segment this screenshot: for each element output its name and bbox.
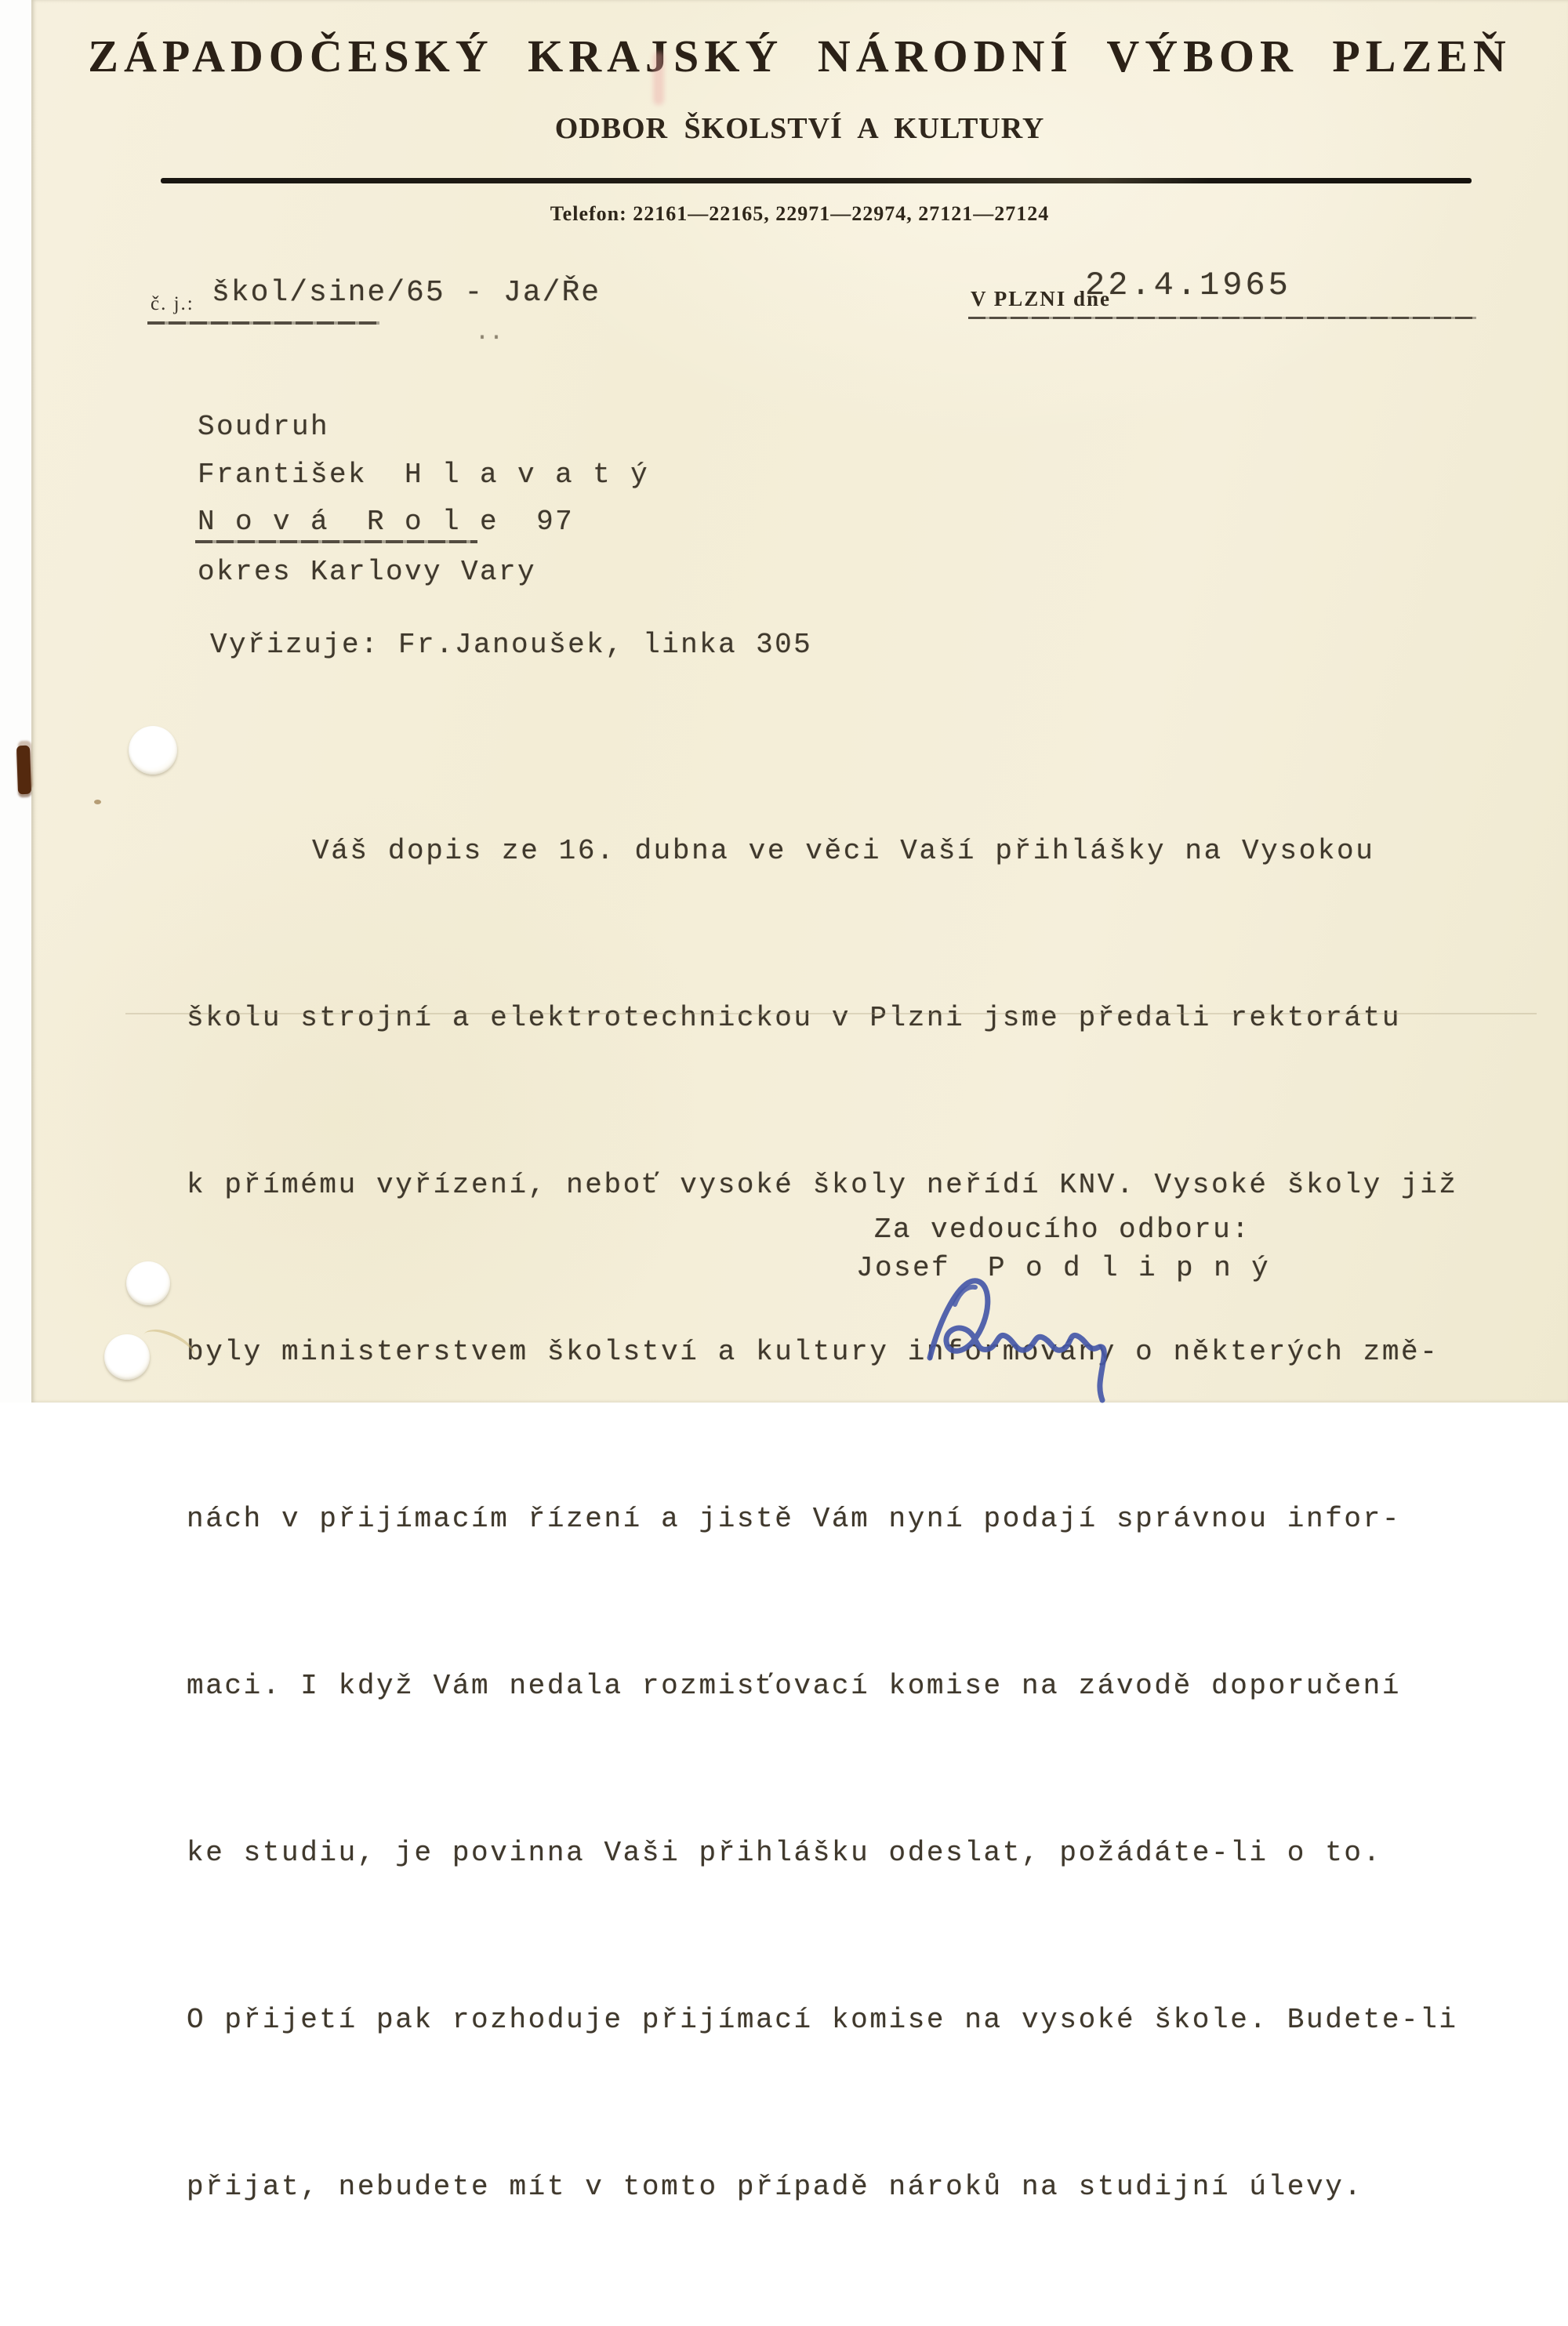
date-underline bbox=[968, 317, 1476, 319]
reference-number: škol/sine/65 - Ja/Ře bbox=[212, 276, 601, 310]
handwritten-signature-icon bbox=[908, 1264, 1135, 1402]
body-line: ke studiu, je povinna Vaši přihlášku odeslat, požádáte-li o to. bbox=[187, 1837, 1382, 1869]
hole-punch bbox=[104, 1334, 150, 1380]
organization-name: ZÁPADOČESKÝ KRAJSKÝ NÁRODNÍ VÝBOR PLZEŇ bbox=[88, 31, 1512, 82]
paper-crease bbox=[125, 1013, 1537, 1014]
recipient-name: František H l a v a t ý bbox=[198, 459, 650, 491]
telephone-line: Telefon: 22161—22165, 22971—22974, 27121—27124 bbox=[550, 202, 1050, 225]
recipient-salutation: Soudruh bbox=[198, 411, 330, 443]
recipient-district: okres Karlovy Vary bbox=[198, 556, 537, 588]
reference-label: č. j.: bbox=[151, 293, 194, 314]
body-line: k přímému vyřízení, neboť vysoké školy neřídí KNV. Vysoké školy již bbox=[187, 1169, 1458, 1201]
letter-body bbox=[187, 712, 1519, 2326]
binding-mark bbox=[16, 746, 31, 795]
recipient-address: N o v á R o l e 97 bbox=[198, 506, 575, 538]
letter-date: 22.4.1965 bbox=[1085, 267, 1291, 304]
body-line: Váš dopis ze 16. dubna ve věci Vaší přihlášky na Vysokou bbox=[312, 835, 1375, 867]
stray-typed-dots: .. bbox=[475, 320, 504, 347]
reference-underline bbox=[147, 321, 379, 325]
department-name: ODBOR ŠKOLSTVÍ A KULTURY bbox=[554, 112, 1045, 145]
letter-paper bbox=[31, 0, 1568, 2203]
body-line: nách v přijímacím řízení a jistě Vám nyní podají správnou infor- bbox=[187, 1503, 1402, 1535]
hole-punch bbox=[126, 1261, 170, 1305]
body-line: O přijetí pak rozhoduje přijímací komise na vysoké škole. Budete-li bbox=[187, 2004, 1458, 2036]
paper-smudge bbox=[653, 52, 664, 105]
handling-clerk-line: Vyřizuje: Fr.Janoušek, linka 305 bbox=[210, 629, 813, 661]
signatory-typed-name: Josef P o d l i p n ý bbox=[856, 1252, 1271, 1284]
body-line: školu strojní a elektrotechnickou v Plzni jsme předali rektorátu bbox=[187, 1002, 1402, 1034]
recipient-address-underline bbox=[195, 540, 477, 543]
closing-on-behalf: Za vedoucího odboru: bbox=[874, 1214, 1251, 1246]
body-line: maci. I když Vám nedala rozmisťovací komise na závodě doporučení bbox=[187, 1670, 1402, 1702]
paper-speck bbox=[94, 800, 101, 804]
place-date-label: V PLZNI dne bbox=[971, 287, 1112, 310]
hole-punch bbox=[129, 726, 177, 775]
letterhead-divider bbox=[161, 178, 1472, 183]
body-line: přijat, nebudete mít v tomto případě nároků na studijní úlevy. bbox=[187, 2171, 1363, 2203]
body-line: byly ministerstvem školství a kultury informovány o některých změ- bbox=[187, 1336, 1439, 1368]
